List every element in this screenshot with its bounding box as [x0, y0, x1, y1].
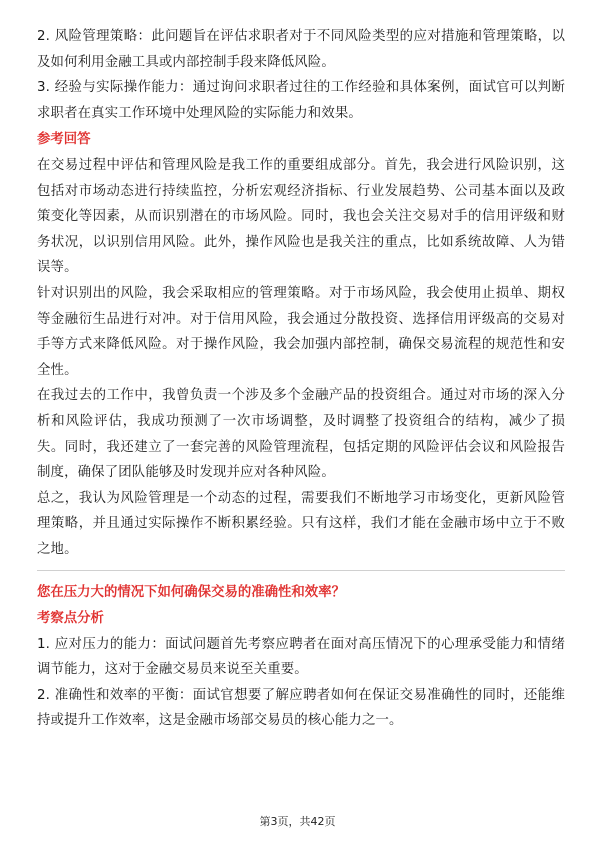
top-point: 3. 经验与实际操作能力：通过询问求职者过往的工作经验和具体案例，面试官可以判断求职者在真实工作环境中处理风险的实际能力和效果。 — [37, 80, 565, 121]
reference-answer-heading: 参考回答 — [37, 132, 91, 148]
page-footer: 第3页，共42页 — [259, 815, 336, 828]
top-point: 2. 风险管理策略：此问题旨在评估求职者对于不同风险类型的应对措施和管理策略，以及如何利用金融工具或内部控制手段来降低风险。 — [37, 29, 565, 70]
analysis-heading: 考察点分析 — [37, 611, 104, 627]
answer-paragraph: 针对识别出的风险，我会采取相应的管理策略。对于市场风险，我会使用止损单、期权等金融衍生品进行对冲。对于信用风险，我会通过分散投资、选择信用评级高的交易对手等方式来降低风险。对于操作风险，我会加强内部控制，确保交易流程的规范性和安全性。 — [37, 285, 565, 378]
answer-paragraph: 总之，我认为风险管理是一个动态的过程，需要我们不断地学习市场变化，更新风险管理策略，并且通过实际操作不断积累经验。只有这样，我们才能在金融市场中立于不败之地。 — [37, 490, 565, 557]
answer-paragraph: 在交易过程中评估和管理风险是我工作的重要组成部分。首先，我会进行风险识别，这包括对市场动态进行持续监控，分析宏观经济指标、行业发展趋势、公司基本面以及政策变化等因素，从而识别潜在的市场风险。同时，我也会关注交易对手的信用评级和财务状况，以识别信用风险。此外，操作风险也是我关注的重点，比如系统故障、人为错误等。 — [37, 157, 565, 276]
analysis-point: 1. 应对压力的能力：面试问题首先考察应聘者在面对高压情况下的心理承受能力和情绪调节能力，这对于金融交易员来说至关重要。 — [37, 636, 565, 678]
section-divider — [37, 570, 565, 571]
answer-paragraph: 在我过去的工作中，我曾负责一个涉及多个金融产品的投资组合。通过对市场的深入分析和风险评估，我成功预测了一次市场调整，及时调整了投资组合的结构，减少了损失。同时，我还建立了一套完善的风险管理流程，包括定期的风险评估会议和风险报告制度，确保了团队能够及时发现并应对各种风险。 — [37, 388, 565, 481]
page-content — [37, 24, 565, 734]
question-heading: 您在压力大的情况下如何确保交易的准确性和效率？ — [37, 585, 345, 601]
analysis-point: 2. 准确性和效率的平衡：面试官想要了解应聘者如何在保证交易准确性的同时，还能维持或提升工作效率，这是金融市场部交易员的核心能力之一。 — [37, 687, 565, 729]
